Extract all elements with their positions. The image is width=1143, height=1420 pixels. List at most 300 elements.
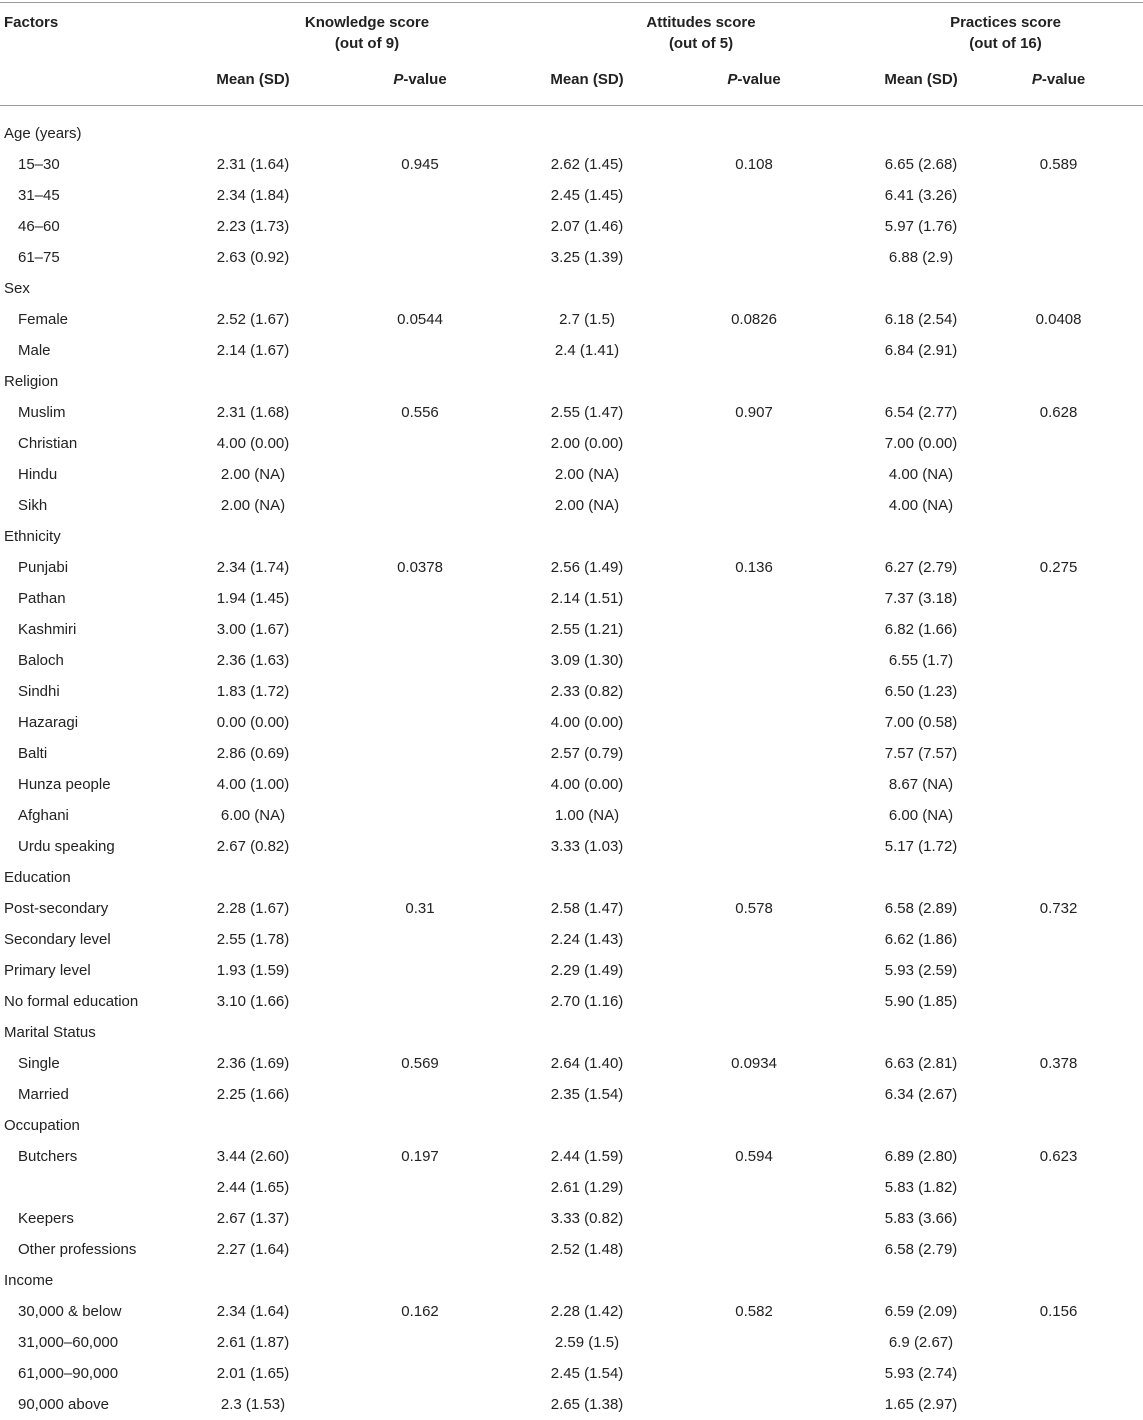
practices-mean-cell [868,521,974,552]
practices-pvalue-cell [974,924,1143,955]
knowledge-pvalue-cell [306,676,534,707]
knowledge-pvalue-cell [306,242,534,273]
knowledge-pvalue-cell [306,273,534,304]
knowledge-mean-cell: 2.55 (1.78) [216,931,290,948]
knowledge-mean-cell [200,1110,306,1141]
attitudes-mean-cell: 2.55 (1.21) [550,621,624,638]
practices-mean-cell: 7.00 (0.58) [884,714,958,731]
row-label: Female [18,311,69,328]
knowledge-mean-cell: 4.00 (1.00) [216,776,290,793]
attitudes-mean-cell: 2.45 (1.54) [550,1365,624,1382]
knowledge-pvalue-header: P-value [393,71,447,88]
knowledge-mean-cell: 2.14 (1.67) [216,342,290,359]
practices-mean-cell: 6.63 (2.81) [884,1055,958,1072]
row-label: Hazaragi [18,714,79,731]
knowledge-mean-cell: 2.31 (1.64) [216,156,290,173]
knowledge-pvalue-cell [306,769,534,800]
attitudes-pvalue-cell: 0.578 [735,900,773,917]
row-label: Secondary level [4,931,111,948]
practices-mean-cell: 5.83 (1.82) [884,1179,958,1196]
knowledge-mean-cell: 1.94 (1.45) [216,590,290,607]
knowledge-mean-cell: 2.67 (0.82) [216,838,290,855]
practices-pvalue-cell [974,459,1143,490]
category-label: Education [4,869,71,886]
practices-mean-cell: 6.84 (2.91) [884,342,958,359]
table-row [0,893,1143,924]
practices-mean-cell: 6.89 (2.80) [884,1148,958,1165]
practices-pvalue-cell: 0.628 [1039,404,1078,421]
practices-pvalue-cell [974,1203,1143,1234]
practices-pvalue-cell [974,180,1143,211]
attitudes-mean-cell: 2.56 (1.49) [550,559,624,576]
practices-pvalue-cell [974,1327,1143,1358]
category-label: Sex [4,280,30,297]
category-row [0,105,1143,149]
knowledge-pvalue-cell: 0.0544 [397,311,443,328]
practices-pvalue-cell [974,831,1143,862]
practices-pvalue-cell: 0.378 [1039,1055,1078,1072]
attitudes-pvalue-cell: 0.108 [735,156,773,173]
knowledge-pvalue-cell [306,924,534,955]
practices-mean-cell: 4.00 (NA) [888,497,954,514]
knowledge-mean-cell [200,105,306,149]
attitudes-mean-cell: 2.64 (1.40) [550,1055,624,1072]
row-label: No formal education [4,993,139,1010]
practices-mean-cell: 6.62 (1.86) [884,931,958,948]
attitudes-pvalue-cell [640,1079,868,1110]
attitudes-mean-cell: 2.14 (1.51) [550,590,624,607]
knowledge-pvalue-cell [306,211,534,242]
row-label: 61–75 [18,249,60,266]
table-row [0,1389,1143,1420]
table-row [0,397,1143,428]
practices-mean-cell: 4.00 (NA) [888,466,954,483]
knowledge-pvalue-cell [306,521,534,552]
practices-mean-cell [868,1265,974,1296]
attitudes-mean-cell: 2.45 (1.45) [550,187,624,204]
attitudes-mean-cell: 3.33 (1.03) [550,838,624,855]
attitudes-mean-cell: 2.7 (1.5) [559,311,615,328]
knowledge-mean-cell: 2.00 (NA) [220,497,286,514]
attitudes-pvalue-cell [640,1172,868,1203]
row-label: Baloch [18,652,64,669]
knowledge-pvalue-cell [306,105,534,149]
row-label: Primary level [4,962,91,979]
table-row [0,1172,1143,1203]
knowledge-mean-cell: 2.3 (1.53) [220,1396,286,1413]
practices-pvalue-cell [974,769,1143,800]
table-row [0,614,1143,645]
knowledge-pvalue-cell [306,490,534,521]
row-label: 61,000–90,000 [18,1365,119,1382]
row-label: Sikh [18,497,48,514]
practices-pvalue-cell [974,1389,1143,1420]
attitudes-mean-cell: 2.07 (1.46) [550,218,624,235]
knowledge-mean-cell: 2.86 (0.69) [216,745,290,762]
practices-pvalue-cell [974,955,1143,986]
knowledge-mean-cell: 2.34 (1.64) [216,1303,290,1320]
attitudes-pvalue-header: P-value [727,71,781,88]
knowledge-mean-cell [200,366,306,397]
attitudes-mean-cell: 2.29 (1.49) [550,962,624,979]
practices-mean-cell: 5.93 (2.59) [884,962,958,979]
attitudes-mean-cell: 2.62 (1.45) [550,156,624,173]
knowledge-mean-cell [200,862,306,893]
table-row [0,1079,1143,1110]
practices-pvalue-cell: 0.732 [1039,900,1078,917]
attitudes-pvalue-cell [640,986,868,1017]
table-row [0,149,1143,180]
table-row [0,769,1143,800]
knowledge-pvalue-cell [306,614,534,645]
table-row [0,738,1143,769]
knowledge-pvalue-cell [306,1358,534,1389]
attitudes-mean-cell: 2.59 (1.5) [554,1334,620,1351]
practices-mean-cell: 6.50 (1.23) [884,683,958,700]
knowledge-mean-cell: 1.93 (1.59) [216,962,290,979]
table-row [0,552,1143,583]
row-label: 31–45 [18,187,60,204]
row-label: Keepers [18,1210,74,1227]
knowledge-mean-cell: 1.83 (1.72) [216,683,290,700]
attitudes-mean-cell: 3.25 (1.39) [550,249,624,266]
knowledge-pvalue-cell: 0.162 [401,1303,439,1320]
knowledge-pvalue-cell [306,1327,534,1358]
knowledge-mean-cell [200,1265,306,1296]
attitudes-pvalue-cell [640,1327,868,1358]
practices-mean-cell: 6.88 (2.9) [888,249,954,266]
knowledge-pvalue-cell [306,366,534,397]
category-row [0,366,1143,397]
attitudes-mean-cell [534,1017,640,1048]
knowledge-pvalue-cell: 0.569 [401,1055,439,1072]
practices-pvalue-cell [974,583,1143,614]
attitudes-pvalue-cell [640,1203,868,1234]
category-row [0,1265,1143,1296]
knowledge-pvalue-cell [306,986,534,1017]
practices-pvalue-cell [974,800,1143,831]
attitudes-pvalue-cell [640,521,868,552]
table-row [0,211,1143,242]
table-row [0,1234,1143,1265]
practices-pvalue-cell [974,242,1143,273]
practices-mean-cell: 6.18 (2.54) [884,311,958,328]
category-label: Ethnicity [4,528,61,545]
knowledge-pvalue-cell: 0.0378 [397,559,443,576]
table-row [0,1296,1143,1327]
attitudes-pvalue-cell: 0.0934 [731,1055,777,1072]
table-row [0,583,1143,614]
category-row [0,1110,1143,1141]
attitudes-mean-cell: 3.33 (0.82) [550,1210,624,1227]
table-row [0,428,1143,459]
table-row [0,1141,1143,1172]
practices-pvalue-cell [974,738,1143,769]
knowledge-pvalue-cell [306,645,534,676]
row-label: Kashmiri [18,621,77,638]
table-row [0,831,1143,862]
practices-mean-cell: 7.37 (3.18) [884,590,958,607]
practices-pvalue-cell [974,676,1143,707]
practices-mean-cell: 6.59 (2.09) [884,1303,958,1320]
table-row [0,490,1143,521]
table-row [0,1327,1143,1358]
row-label: Christian [18,435,78,452]
attitudes-mean-cell [534,273,640,304]
row-label: Single [18,1055,60,1072]
attitudes-mean-cell [534,1110,640,1141]
practices-mean-cell: 8.67 (NA) [888,776,954,793]
row-label: 15–30 [18,156,60,173]
knowledge-mean-cell [200,521,306,552]
knowledge-mean-cell: 2.34 (1.74) [216,559,290,576]
attitudes-mean-cell: 2.70 (1.16) [550,993,624,1010]
category-row [0,273,1143,304]
attitudes-mean-cell [534,1265,640,1296]
knowledge-pvalue-cell: 0.945 [401,156,439,173]
attitudes-pvalue-cell: 0.0826 [731,311,777,328]
practices-mean-cell: 6.41 (3.26) [884,187,958,204]
attitudes-mean-cell: 4.00 (0.00) [550,714,624,731]
knowledge-pvalue-cell [306,955,534,986]
practices-mean-cell [868,105,974,149]
knowledge-pvalue-cell: 0.197 [401,1148,439,1165]
practices-mean-cell: 6.55 (1.7) [888,652,954,669]
attitudes-mean-cell: 2.57 (0.79) [550,745,624,762]
practices-mean-cell: 6.34 (2.67) [884,1086,958,1103]
row-label [0,1172,200,1203]
attitudes-mean-cell: 4.00 (0.00) [550,776,624,793]
practices-pvalue-cell: 0.589 [1039,156,1078,173]
practices-pvalue-cell [974,862,1143,893]
row-label: Pathan [18,590,66,607]
attitudes-mean-cell [534,862,640,893]
table-row [0,800,1143,831]
row-label: 46–60 [18,218,60,235]
practices-mean-cell: 1.65 (2.97) [884,1396,958,1413]
practices-pvalue-cell [974,707,1143,738]
category-label: Occupation [4,1117,80,1134]
attitudes-pvalue-cell [640,1234,868,1265]
practices-mean-cell: 6.27 (2.79) [884,559,958,576]
row-label: 31,000–60,000 [18,1334,119,1351]
attitudes-pvalue-cell [640,428,868,459]
attitudes-pvalue-cell [640,955,868,986]
attitudes-mean-header: Mean (SD) [550,71,624,88]
attitudes-mean-cell [534,521,640,552]
table-row [0,1048,1143,1079]
practices-mean-cell: 6.54 (2.77) [884,404,958,421]
attitudes-mean-cell: 2.33 (0.82) [550,683,624,700]
practices-mean-cell [868,366,974,397]
practices-pvalue-cell [974,105,1143,149]
category-label: Religion [4,373,59,390]
knowledge-pvalue-cell [306,180,534,211]
practices-pvalue-cell [974,1172,1143,1203]
knowledge-pvalue-cell [306,800,534,831]
attitudes-pvalue-cell [640,1265,868,1296]
row-label: 30,000 & below [18,1303,122,1320]
table-row [0,335,1143,366]
table-row [0,304,1143,335]
practices-pvalue-cell [974,211,1143,242]
category-label: Age (years) [4,125,82,142]
attitudes-pvalue-cell [640,676,868,707]
attitudes-mean-cell: 2.44 (1.59) [550,1148,624,1165]
attitudes-mean-cell: 2.00 (NA) [554,466,620,483]
knowledge-mean-cell: 2.36 (1.69) [216,1055,290,1072]
knowledge-mean-cell [200,1017,306,1048]
table-row [0,707,1143,738]
knowledge-pvalue-cell [306,1203,534,1234]
knowledge-score-header: Knowledge score (out of 9) [304,14,430,52]
attitudes-pvalue-cell [640,924,868,955]
row-label: Hunza people [18,776,111,793]
knowledge-pvalue-cell [306,862,534,893]
practices-pvalue-cell [974,428,1143,459]
table-header [0,0,1143,105]
table-row [0,1358,1143,1389]
row-label: Married [18,1086,69,1103]
attitudes-mean-cell: 2.00 (0.00) [550,435,624,452]
attitudes-pvalue-cell [640,180,868,211]
knowledge-pvalue-cell [306,583,534,614]
practices-mean-cell [868,273,974,304]
knowledge-mean-cell: 2.36 (1.63) [216,652,290,669]
row-label: Urdu speaking [18,838,115,855]
attitudes-pvalue-cell [640,738,868,769]
knowledge-mean-cell: 4.00 (0.00) [216,435,290,452]
row-label: Hindu [18,466,58,483]
attitudes-pvalue-cell: 0.582 [735,1303,773,1320]
knowledge-mean-cell [200,273,306,304]
row-label: Butchers [18,1148,78,1165]
table-row [0,242,1143,273]
knowledge-pvalue-cell [306,1079,534,1110]
knowledge-mean-cell: 2.00 (NA) [220,466,286,483]
practices-mean-cell: 6.82 (1.66) [884,621,958,638]
category-row [0,862,1143,893]
knowledge-mean-cell: 2.67 (1.37) [216,1210,290,1227]
knowledge-mean-cell: 2.01 (1.65) [216,1365,290,1382]
practices-pvalue-cell: 0.275 [1039,559,1078,576]
knowledge-mean-cell: 2.27 (1.64) [216,1241,290,1258]
attitudes-pvalue-cell [640,105,868,149]
table-row [0,676,1143,707]
attitudes-pvalue-cell [640,862,868,893]
attitudes-mean-cell: 2.28 (1.42) [550,1303,624,1320]
practices-pvalue-header: P-value [1031,71,1086,88]
attitudes-mean-cell: 2.4 (1.41) [554,342,620,359]
practices-mean-cell: 6.58 (2.79) [884,1241,958,1258]
knowledge-mean-cell: 3.10 (1.66) [216,993,290,1010]
practices-pvalue-cell [974,1079,1143,1110]
table-row [0,924,1143,955]
knowledge-mean-cell: 2.23 (1.73) [216,218,290,235]
table-row [0,645,1143,676]
practices-mean-cell: 7.00 (0.00) [884,435,958,452]
knowledge-pvalue-cell [306,1172,534,1203]
attitudes-pvalue-cell [640,769,868,800]
knowledge-pvalue-cell [306,1110,534,1141]
knowledge-mean-cell: 2.44 (1.65) [216,1179,290,1196]
attitudes-pvalue-cell [640,707,868,738]
practices-mean-header: Mean (SD) [884,71,958,88]
attitudes-pvalue-cell [640,645,868,676]
knowledge-mean-cell: 2.25 (1.66) [216,1086,290,1103]
row-label: Sindhi [18,683,60,700]
practices-pvalue-cell: 0.0408 [1035,311,1082,328]
practices-mean-cell: 5.17 (1.72) [884,838,958,855]
category-label: Marital Status [4,1024,96,1041]
attitudes-pvalue-cell [640,1017,868,1048]
knowledge-mean-cell: 2.34 (1.84) [216,187,290,204]
attitudes-mean-cell: 2.00 (NA) [554,497,620,514]
practices-mean-cell: 7.57 (7.57) [884,745,958,762]
knowledge-pvalue-cell [306,707,534,738]
attitudes-mean-cell: 1.00 (NA) [554,807,620,824]
practices-pvalue-cell: 0.623 [1039,1148,1078,1165]
attitudes-pvalue-cell [640,335,868,366]
category-label: Income [4,1272,54,1289]
knowledge-mean-cell: 3.00 (1.67) [216,621,290,638]
table-row [0,180,1143,211]
table-row [0,459,1143,490]
attitudes-mean-cell: 2.55 (1.47) [550,404,624,421]
knowledge-pvalue-cell [306,738,534,769]
factors-header: Factors [4,14,59,31]
knowledge-mean-cell: 2.31 (1.68) [216,404,290,421]
attitudes-pvalue-cell [640,583,868,614]
practices-mean-cell: 5.97 (1.76) [884,218,958,235]
row-label: Muslim [18,404,66,421]
row-label: Punjabi [18,559,69,576]
practices-mean-cell [868,1110,974,1141]
practices-mean-cell: 5.90 (1.85) [884,993,958,1010]
attitudes-mean-cell: 3.09 (1.30) [550,652,624,669]
attitudes-pvalue-cell: 0.594 [735,1148,773,1165]
knowledge-mean-cell: 3.44 (2.60) [216,1148,290,1165]
practices-pvalue-cell [974,1234,1143,1265]
practices-pvalue-cell [974,1017,1143,1048]
attitudes-mean-cell [534,105,640,149]
attitudes-mean-cell [534,366,640,397]
knowledge-pvalue-cell [306,1389,534,1420]
knowledge-mean-header: Mean (SD) [216,71,290,88]
attitudes-pvalue-cell [640,614,868,645]
attitudes-mean-cell: 2.52 (1.48) [550,1241,624,1258]
row-label: Other professions [18,1241,137,1258]
attitudes-score-header: Attitudes score (out of 5) [646,14,756,52]
practices-pvalue-cell: 0.156 [1039,1303,1078,1320]
attitudes-pvalue-cell [640,831,868,862]
attitudes-mean-cell: 2.24 (1.43) [550,931,624,948]
table-row [0,955,1143,986]
table-body [0,105,1143,1420]
knowledge-mean-cell: 2.52 (1.67) [216,311,290,328]
attitudes-pvalue-cell [640,459,868,490]
attitudes-pvalue-cell [640,366,868,397]
knowledge-pvalue-cell: 0.31 [405,900,435,917]
row-label: Afghani [18,807,69,824]
knowledge-mean-cell: 0.00 (0.00) [216,714,290,731]
attitudes-pvalue-cell [640,273,868,304]
attitudes-pvalue-cell [640,1389,868,1420]
category-row [0,521,1143,552]
knowledge-pvalue-cell [306,335,534,366]
row-label: Male [18,342,51,359]
practices-pvalue-cell [974,335,1143,366]
